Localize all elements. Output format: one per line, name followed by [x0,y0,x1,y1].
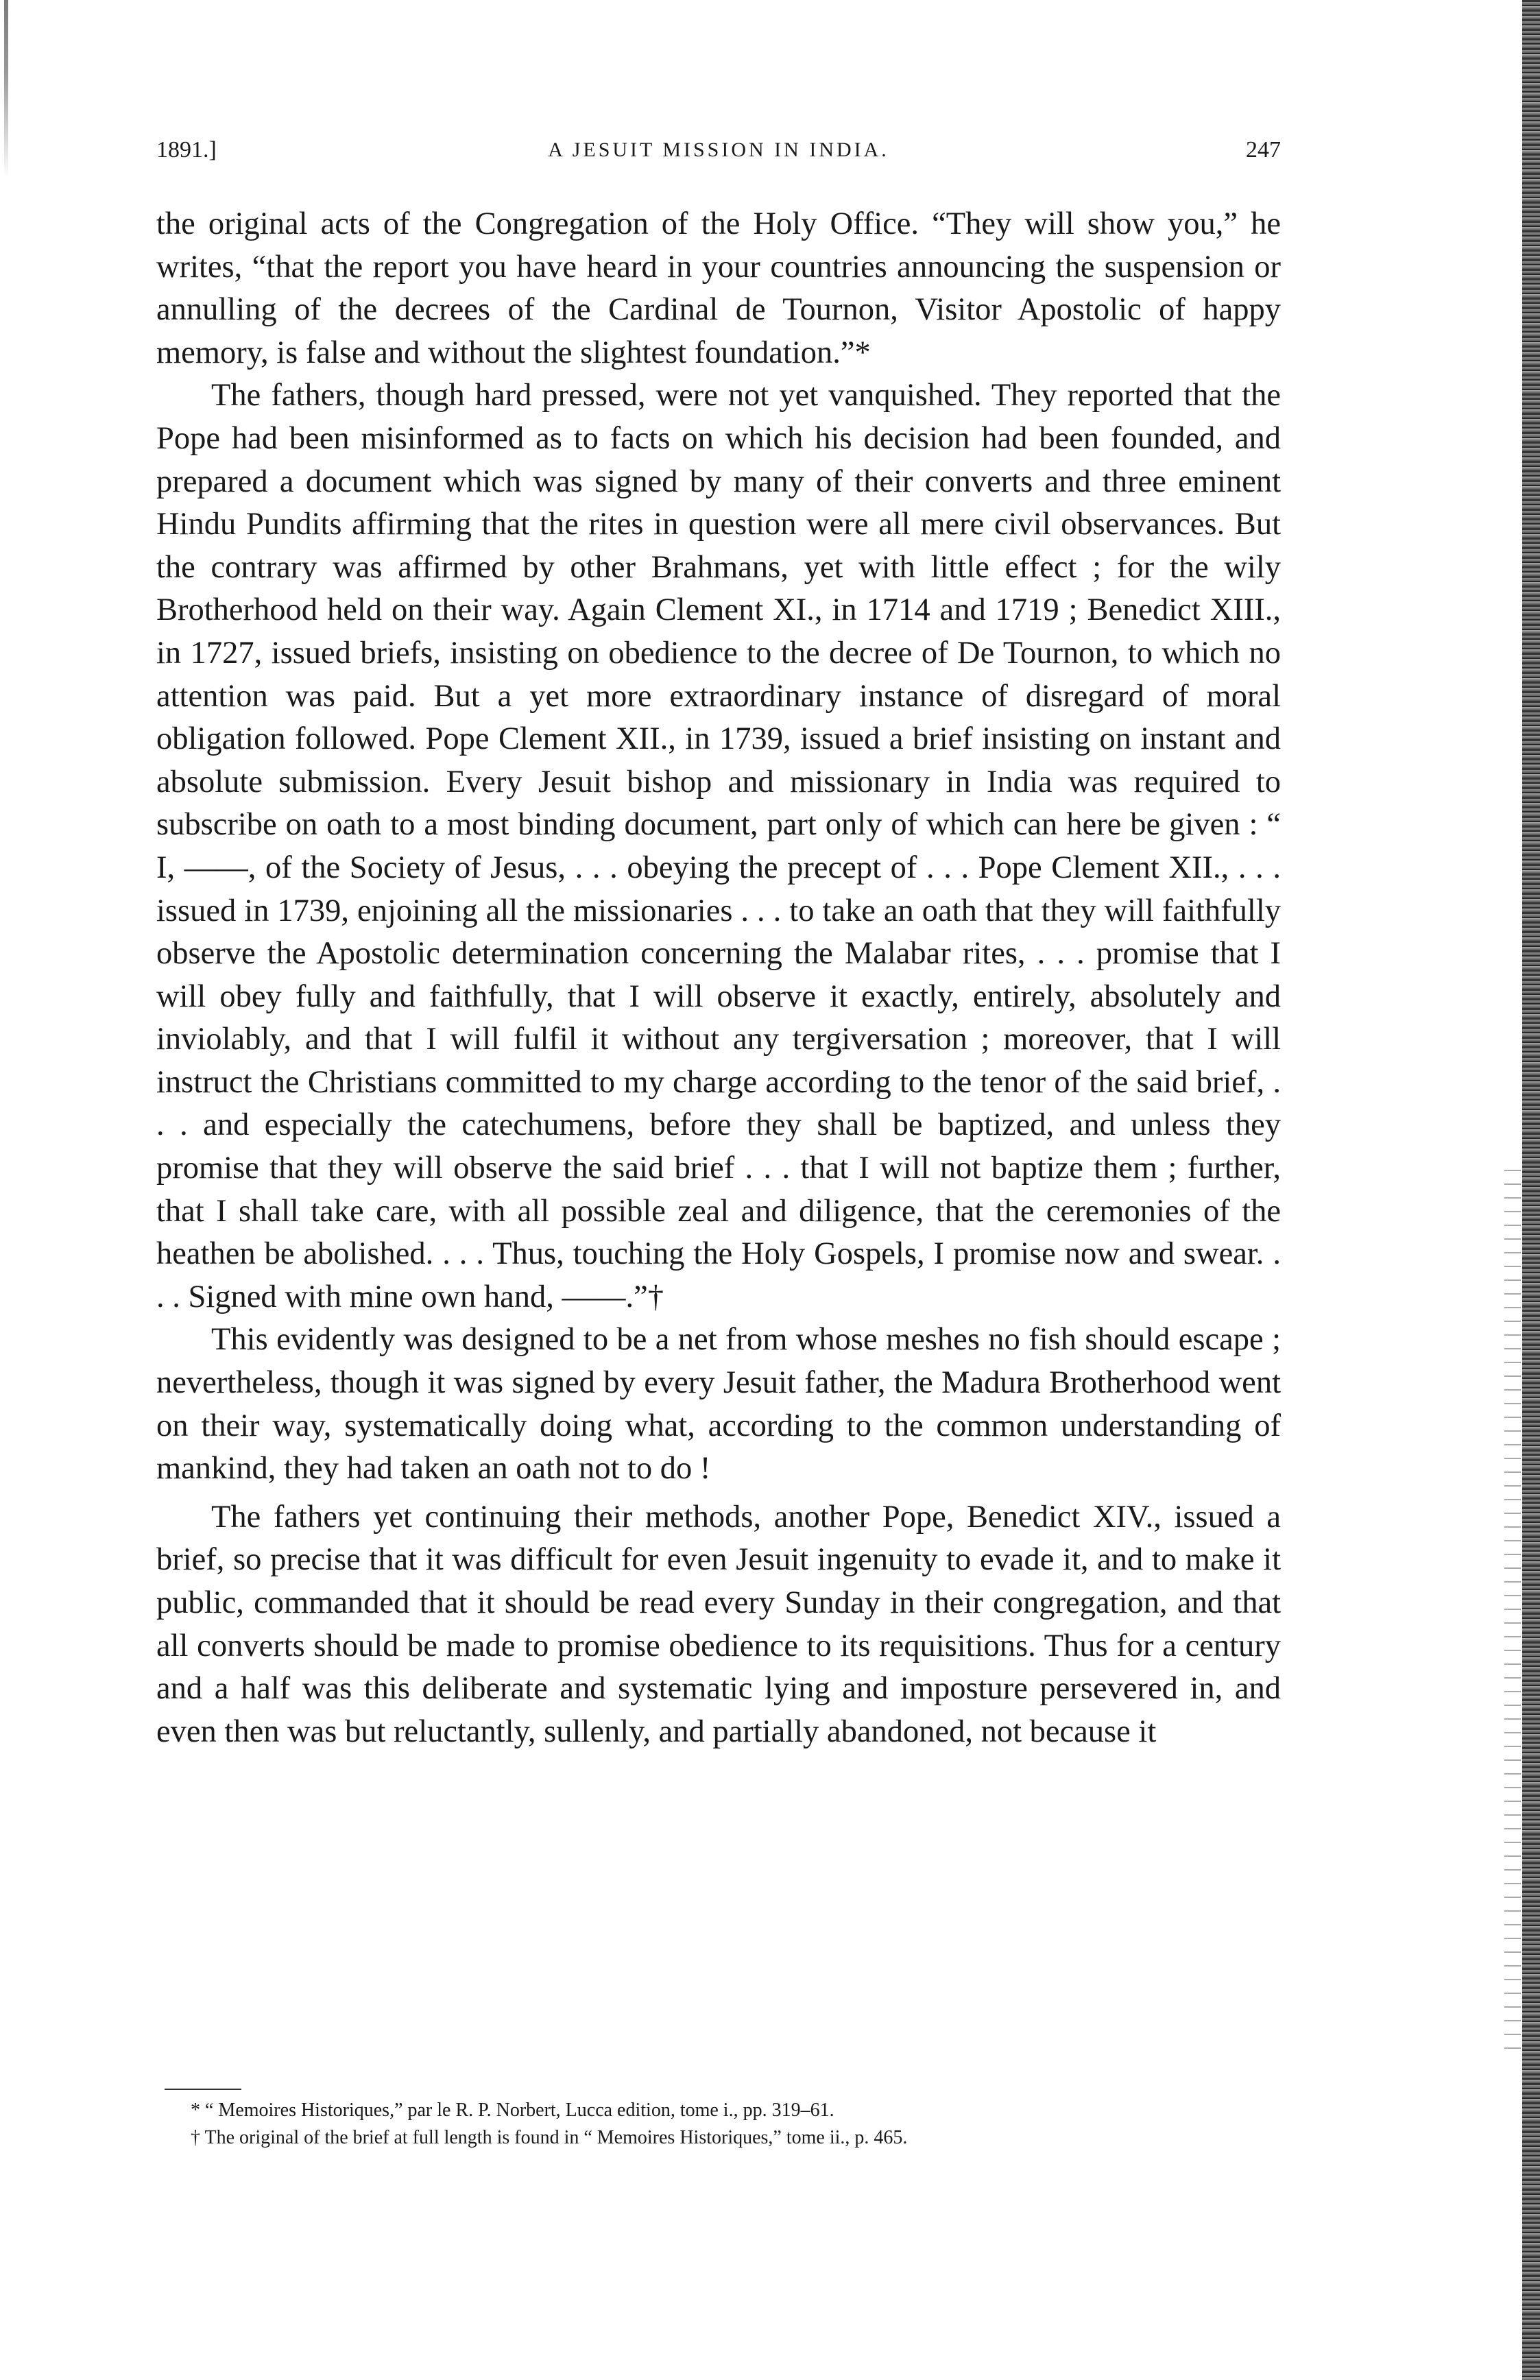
footnote-rule [165,2089,241,2090]
page-number: 247 [1246,137,1281,163]
header-year: 1891.] [156,137,217,163]
running-title: A JESUIT MISSION IN INDIA. [548,139,889,161]
scan-edge-left [4,0,8,178]
paragraph-3: This evidently was designed to be a net from whose meshes no fish should escape ; nevertheless, though it was signed by every Jesuit father, the Madura Brotherhood went on their way, systematically doing what, according to the common understanding of mankind, they had taken an oath not to do ! [156,1322,1281,1487]
running-header [156,137,1281,178]
footnote-1: * “ Memoires Historiques,” par le R. P. Norbert, Lucca edition, tome i., pp. 319–61. [191,2100,834,2121]
paragraph-1: the original acts of the Congregation of the Holy Office. “They will show you,” he writes, “that the report you have heard in your countries announcing the suspension or annulling of the decrees of the Cardinal de Tournon, Visitor Apostolic of happy memory, is false and without the slightest foundation.”* [156,206,1281,370]
footnotes [156,2097,1281,2152]
scan-edge-right-noise [1504,1166,1521,2057]
scan-edge-right [1522,0,1540,2380]
paragraph-4: The fathers yet continuing their methods, another Pope, Benedict XIV., issued a brief, so precise that it was difficult for even Jesuit ingenuity to evade it, and to make it public, commanded that it should be read every Sunday in their congregation, and that all converts should be made to promise obedience to its requisitions. Thus for a century and a half was this deliberate and systematic lying and imposture persevered in, and even then was but reluctantly, sullenly, and partially abandoned, not because it [156,1499,1281,1749]
footnote-2: † The original of the brief at full length is found in “ Memoires Historiques,” tome ii., p. 465. [191,2127,908,2148]
paragraph-2: The fathers, though hard pressed, were not yet vanquished. They reported that the Pope had been misinformed as to facts on which his decision had been founded, and prepared a document which was signed by many of their converts and three eminent Hindu Pundits affirming that the rites in question were all mere civil observances. But the contrary was affirmed by other Brahmans, yet with little effect ; for the wily Brotherhood held on their way. Again Clement XI., in 1714 and 1719 ; Benedict XIII., in 1727, issued briefs, insisting on obedience to the decree of De Tournon, to which no attention was paid. But a yet more extraordinary instance of disregard of moral obligation followed. Pope Clement XII., in 1739, issued a brief insisting on instant and absolute submission. Every Jesuit bishop and missionary in India was required to subscribe on oath to a most binding document, part only of which can here be given : “ I, ——, of the Society of Jesus, . . . obeying the precept of . . . Pope Clement XII., . . . issued in 1739, enjoining all the missionaries . . . to take an oath that they will faithfully observe the Apostolic determination concerning the Malabar rites, . . . promise that I will obey fully and faithfully, that I will observe it exactly, entirely, absolutely and inviolably, and that I will fulfil it without any tergiversation ; moreover, that I will instruct the Christians committed to my charge according to the tenor of the said brief, . . . and especially the catechumens, before they shall be baptized, and unless they promise that they will observe the said brief . . . that I will not baptize them ; further, that I shall take care, with all possible zeal and diligence, that the ceremonies of the heathen be abolished. . . . Thus, touching the Holy Gospels, I promise now and swear. . . . Signed with mine own hand, ——.”† [156,378,1281,1314]
body-text [156,203,1281,1753]
